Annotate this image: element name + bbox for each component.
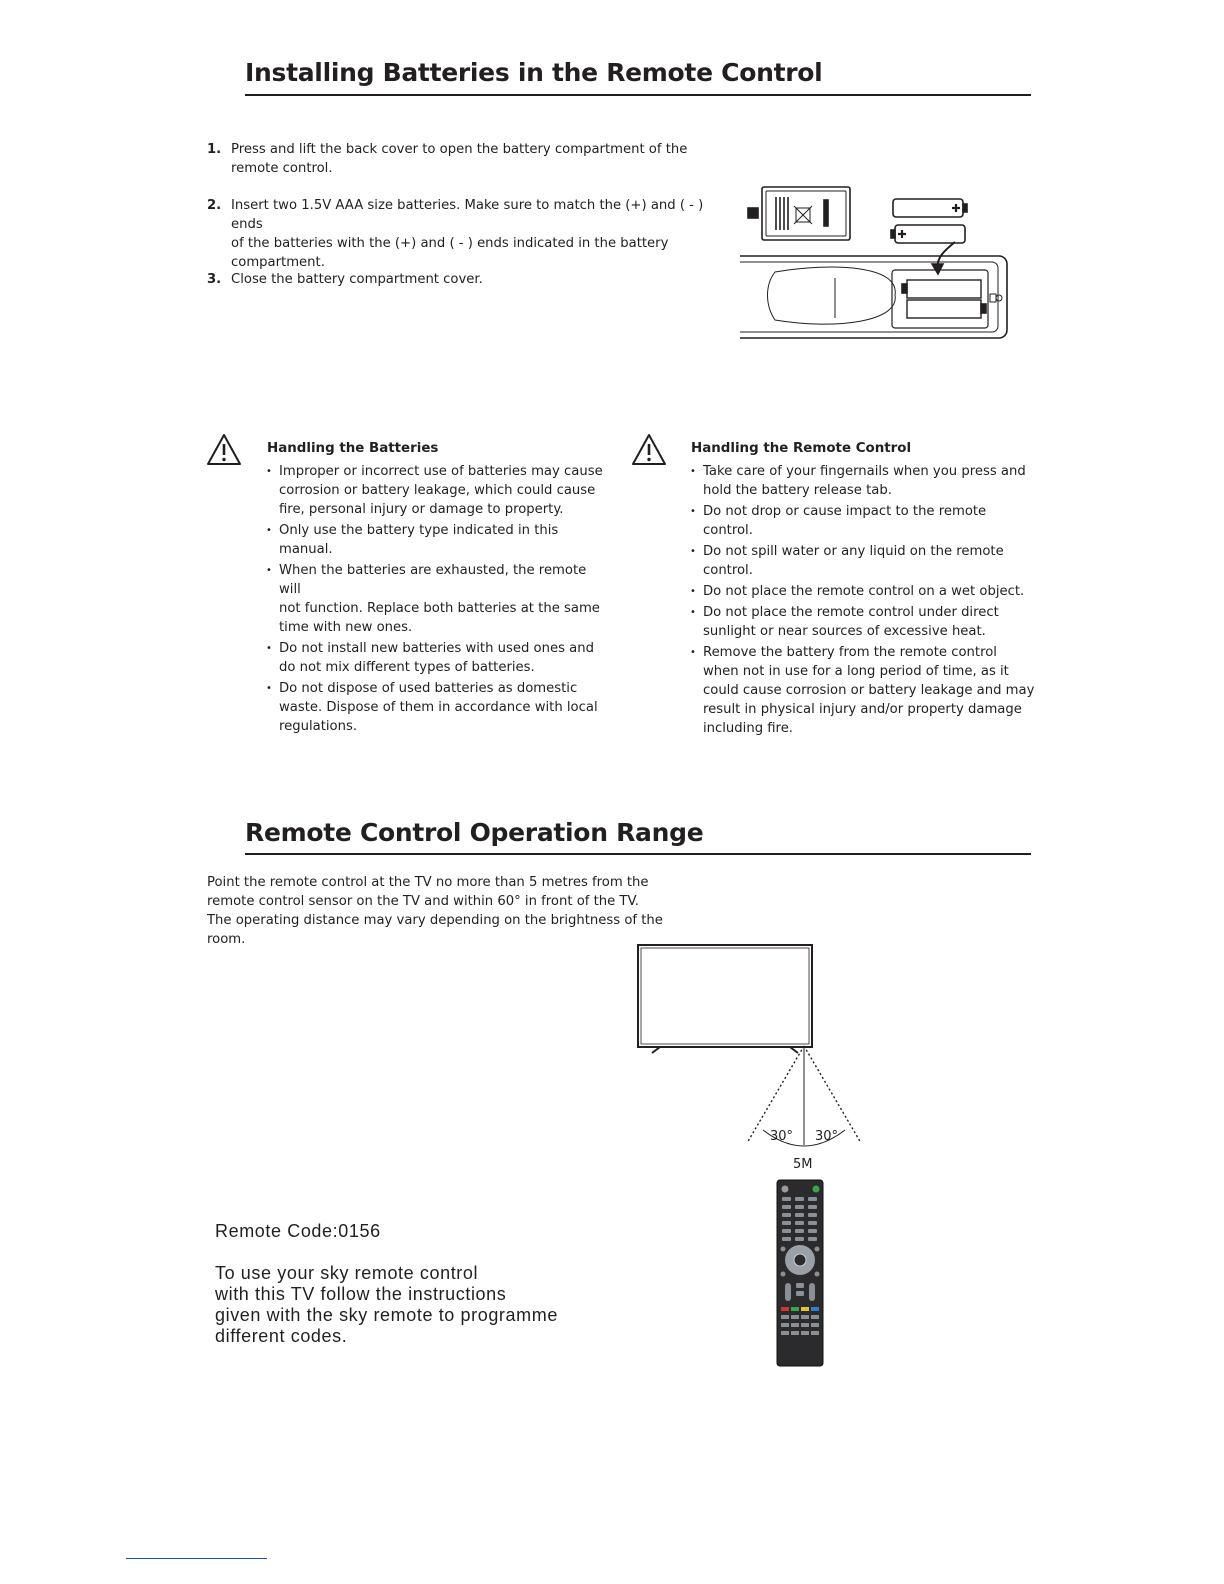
warning-line: • Do not spill water or any liquid on the remote	[703, 544, 1004, 559]
step-line: remote control.	[231, 161, 333, 176]
warning-line: result in physical injury and/or property damage	[703, 702, 1022, 717]
warning-line: corrosion or battery leakage, which could cause	[279, 483, 596, 498]
warning-line: • Take care of your fingernails when you press and	[703, 464, 1026, 479]
warning-line: regulations.	[279, 719, 358, 734]
step-1	[207, 140, 727, 180]
warning-item	[266, 521, 611, 559]
warning-line: could cause corrosion or battery leakage and may	[703, 683, 1035, 698]
warning-line: • Do not drop or cause impact to the remote	[703, 504, 987, 519]
warning-line: control.	[703, 563, 753, 578]
warning-line: • Remove the battery from the remote control	[703, 645, 997, 660]
warning-item	[266, 639, 611, 677]
tv-illustration	[638, 945, 812, 1053]
remote-warning-list	[690, 462, 1035, 740]
warning-line: • Do not place the remote control under direct	[703, 605, 999, 620]
warning-line: • Do not install new batteries with used ones and	[279, 641, 594, 656]
warning-line: • When the batteries are exhausted, the remote will	[279, 563, 587, 597]
step-line: Close the battery compartment cover.	[231, 272, 483, 287]
tv-range-diagram	[630, 940, 870, 1180]
footer-link-line	[126, 1558, 267, 1559]
step-2	[207, 196, 727, 270]
range-description	[207, 873, 667, 949]
title-underline	[245, 853, 1031, 855]
warning-line: • Do not place the remote control on a wet object.	[703, 584, 1025, 599]
warning-line: sunlight or near sources of excessive heat.	[703, 624, 986, 639]
warning-heading-remote: Handling the Remote Control	[691, 441, 912, 456]
instruction-line: given with the sky remote to programme	[215, 1305, 558, 1325]
warning-line: • Do not dispose of used batteries as domestic	[279, 681, 578, 696]
distance-label: 5M	[793, 1157, 813, 1172]
step-line: of the batteries with the (+) and ( - ) ends indicated in the battery	[231, 236, 669, 251]
angle-label-right: 30°	[815, 1129, 839, 1144]
step-line: compartment.	[231, 255, 325, 270]
section-title-batteries: Installing Batteries in the Remote Control	[245, 58, 823, 87]
remote-code-instructions	[215, 1263, 635, 1347]
warning-item	[266, 462, 611, 519]
description-line: remote control sensor on the TV and within 60° in front of the TV.	[207, 894, 639, 909]
warning-item	[690, 462, 1035, 500]
remote-code-label: Remote Code:0156	[215, 1221, 381, 1241]
warning-line: waste. Dispose of them in accordance with local	[279, 700, 598, 715]
warning-line: do not mix different types of batteries.	[279, 660, 535, 675]
remote-control-image	[776, 1179, 824, 1367]
step-line: Insert two 1.5V AAA size batteries. Make sure to match the (+) and ( - ) ends	[231, 198, 704, 232]
title-underline	[245, 94, 1031, 96]
warning-item	[690, 603, 1035, 641]
battery-installation-illustration	[740, 180, 1040, 345]
warning-line: when not in use for a long period of time, as it	[703, 664, 1009, 679]
warning-line: time with new ones.	[279, 620, 413, 635]
angle-label-left: 30°	[770, 1129, 794, 1144]
section-title-range: Remote Control Operation Range	[245, 818, 704, 847]
instruction-line: different codes.	[215, 1326, 348, 1346]
description-line: room.	[207, 932, 246, 947]
warning-item	[690, 582, 1035, 601]
step-3	[207, 270, 727, 290]
warning-icon	[206, 433, 242, 466]
warning-line: • Only use the battery type indicated in this	[279, 523, 559, 538]
step-number: 2.	[207, 198, 222, 213]
warning-line: • Improper or incorrect use of batteries may cause	[279, 464, 603, 479]
warning-item	[266, 679, 611, 736]
warning-item	[690, 643, 1035, 738]
warning-item	[690, 542, 1035, 580]
instruction-line: with this TV follow the instructions	[215, 1284, 507, 1304]
warning-item	[266, 561, 611, 637]
warning-heading-batteries: Handling the Batteries	[267, 441, 439, 456]
warning-item	[690, 502, 1035, 540]
warning-line: not function. Replace both batteries at the same	[279, 601, 600, 616]
instruction-line: To use your sky remote control	[215, 1263, 479, 1283]
warning-icon	[631, 433, 667, 466]
step-number: 1.	[207, 142, 222, 157]
step-line: Press and lift the back cover to open the battery compartment of the	[231, 142, 688, 157]
description-line: The operating distance may vary depending on the brightness of the	[207, 913, 663, 928]
battery-warning-list	[266, 462, 611, 738]
warning-line: manual.	[279, 542, 333, 557]
step-number: 3.	[207, 272, 222, 287]
warning-line: fire, personal injury or damage to property.	[279, 502, 564, 517]
warning-line: hold the battery release tab.	[703, 483, 892, 498]
description-line: Point the remote control at the TV no more than 5 metres from the	[207, 875, 649, 890]
warning-line: including fire.	[703, 721, 793, 736]
warning-line: control.	[703, 523, 753, 538]
